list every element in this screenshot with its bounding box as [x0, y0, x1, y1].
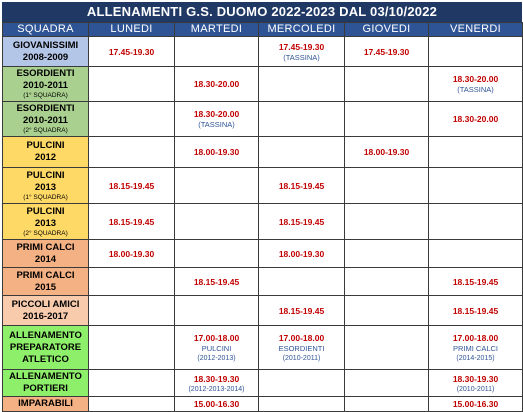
- session-cell: [345, 168, 429, 204]
- session-cell: [345, 370, 429, 397]
- session-cell: [345, 296, 429, 326]
- session-cell: [345, 37, 429, 67]
- team-name-line: PULCINI: [26, 169, 65, 181]
- session-note: PRIMI CALCI: [452, 344, 498, 353]
- schedule-row: [3, 268, 523, 296]
- team-squad-label: (2° SQUADRA): [23, 127, 68, 134]
- session-cell: [175, 296, 259, 326]
- session-time: 17.45-19.30: [108, 46, 155, 57]
- session-cell: [175, 137, 259, 168]
- session-note: (2012-2013-2014): [188, 385, 245, 393]
- team-name-line: ESORDIENTI: [16, 103, 75, 114]
- session-time: 18.30-19.30: [193, 373, 240, 384]
- session-cell: [429, 37, 523, 67]
- session-time: 18.15-19.45: [193, 276, 240, 287]
- session-cell: [175, 326, 259, 370]
- session-time: 18.30-20.00: [452, 74, 499, 84]
- team-cell: [3, 37, 89, 67]
- team-cell: [3, 370, 89, 397]
- header-giovedi: GIOVEDI: [345, 23, 429, 37]
- team-squad-label: (2° SQUADRA): [23, 229, 68, 237]
- schedule-row: [3, 37, 523, 67]
- session-cell: [89, 137, 175, 168]
- team-cell: [3, 204, 89, 240]
- session-cell: [175, 204, 259, 240]
- session-cell: [175, 102, 259, 137]
- session-cell: [259, 370, 345, 397]
- session-cell: [259, 137, 345, 168]
- session-cell: [89, 296, 175, 326]
- session-note: (2014-2015): [456, 355, 495, 362]
- session-cell: [175, 397, 259, 412]
- session-cell: [429, 204, 523, 240]
- team-cell: [3, 397, 89, 412]
- schedule-row: [3, 296, 523, 326]
- team-name-line: IMPARABILI: [18, 398, 73, 409]
- session-cell: [175, 370, 259, 397]
- session-cell: [89, 240, 175, 268]
- session-time: 17.45-19.30: [278, 41, 325, 52]
- session-note: (2012-2013): [197, 355, 236, 362]
- team-name-line: 2013: [34, 181, 57, 193]
- session-cell: [175, 168, 259, 204]
- session-note: (TASSINA): [198, 120, 235, 129]
- team-name-line: 2010-2011: [23, 80, 68, 91]
- session-time: 18.30-19.30: [452, 373, 499, 384]
- schedule-row: [3, 240, 523, 268]
- session-cell: [89, 67, 175, 102]
- header-mercoledi: MERCOLEDI: [259, 23, 345, 37]
- team-name-line: 2012: [34, 152, 57, 163]
- session-time: 18.30-20.00: [193, 109, 240, 119]
- session-cell: [429, 326, 523, 370]
- session-cell: [259, 296, 345, 326]
- session-note: (2010-2011): [456, 385, 495, 393]
- team-cell: [3, 102, 89, 137]
- team-cell: [3, 168, 89, 204]
- session-cell: [89, 168, 175, 204]
- session-note: PULCINI: [201, 344, 232, 353]
- session-cell: [89, 102, 175, 137]
- session-cell: [429, 370, 523, 397]
- session-cell: [429, 102, 523, 137]
- schedule-row: [3, 326, 523, 370]
- session-time: 18.15-19.45: [108, 180, 155, 191]
- session-cell: [345, 268, 429, 296]
- session-cell: [259, 204, 345, 240]
- schedule-table: [2, 22, 523, 412]
- schedule-title: ALLENAMENTI G.S. DUOMO 2022-2023 DAL 03/10/2022: [2, 2, 522, 22]
- schedule-row: [3, 168, 523, 204]
- header-lunedi: LUNEDI: [89, 23, 175, 37]
- session-cell: [89, 204, 175, 240]
- team-name-line: PREPARATORE: [9, 341, 82, 353]
- team-name-line: 2014: [34, 253, 57, 265]
- session-time: 18.00-19.30: [193, 147, 240, 157]
- session-cell: [345, 67, 429, 102]
- session-cell: [175, 268, 259, 296]
- session-cell: [345, 397, 429, 412]
- team-cell: [3, 326, 89, 370]
- team-name-line: ALLENAMENTO: [9, 371, 82, 382]
- session-time: 18.15-19.45: [278, 180, 325, 191]
- session-cell: [429, 67, 523, 102]
- team-squad-label: (1° SQUADRA): [23, 193, 68, 201]
- session-cell: [345, 137, 429, 168]
- session-time: 17.00-18.00: [278, 333, 325, 343]
- team-name-line: 2016-2017: [22, 310, 69, 322]
- session-cell: [429, 137, 523, 168]
- session-cell: [429, 268, 523, 296]
- team-name-line: 2008-2009: [22, 51, 69, 63]
- session-cell: [89, 397, 175, 412]
- session-cell: [429, 296, 523, 326]
- header-martedi: MARTEDI: [175, 23, 259, 37]
- session-cell: [175, 37, 259, 67]
- header-row: [3, 23, 523, 37]
- team-name-line: GIOVANISSIMI: [12, 39, 79, 51]
- team-name-line: 2010-2011: [23, 115, 68, 126]
- session-cell: [175, 240, 259, 268]
- session-time: 17.00-18.00: [452, 333, 499, 343]
- team-cell: [3, 240, 89, 268]
- team-squad-label: (1° SQUADRA): [23, 92, 68, 99]
- team-name-line: PICCOLI AMICI: [11, 298, 80, 310]
- team-name-line: ALLENAMENTO: [9, 329, 82, 341]
- header-squadra: SQUADRA: [3, 23, 89, 37]
- team-name-line: ESORDIENTI: [16, 68, 75, 79]
- session-cell: [259, 102, 345, 137]
- header-venerdi: VENERDI: [429, 23, 523, 37]
- session-cell: [345, 102, 429, 137]
- schedule-row: [3, 204, 523, 240]
- schedule-row: [3, 137, 523, 168]
- session-time: 17.00-18.00: [193, 333, 240, 343]
- session-cell: [89, 268, 175, 296]
- session-cell: [259, 268, 345, 296]
- team-cell: [3, 268, 89, 296]
- team-cell: [3, 67, 89, 102]
- session-time: 18.30-20.00: [193, 79, 240, 89]
- schedule-row: [3, 67, 523, 102]
- session-cell: [345, 326, 429, 370]
- session-cell: [429, 168, 523, 204]
- session-time: 17.45-19.30: [363, 46, 410, 57]
- session-cell: [429, 240, 523, 268]
- schedule-body: [3, 37, 523, 412]
- session-cell: [259, 67, 345, 102]
- session-time: 18.00-19.30: [278, 248, 325, 259]
- schedule-row: [3, 102, 523, 137]
- team-name-line: PRIMI CALCI: [16, 269, 75, 281]
- session-time: 18.00-19.30: [363, 147, 410, 157]
- session-cell: [345, 204, 429, 240]
- session-time: 18.15-19.45: [452, 276, 499, 287]
- session-cell: [89, 326, 175, 370]
- session-cell: [259, 326, 345, 370]
- session-time: 18.15-19.45: [278, 216, 325, 227]
- session-time: 18.00-19.30: [108, 248, 155, 259]
- session-note: (TASSINA): [457, 85, 494, 94]
- session-note: ESORDIENTI: [278, 344, 325, 353]
- schedule-row: [3, 370, 523, 397]
- session-time: 15.00-16.30: [452, 399, 499, 409]
- session-cell: [259, 37, 345, 67]
- session-cell: [259, 240, 345, 268]
- team-cell: [3, 296, 89, 326]
- session-cell: [429, 397, 523, 412]
- team-name-line: PULCINI: [26, 140, 65, 151]
- session-time: 18.15-19.45: [278, 305, 325, 316]
- team-name-line: 2015: [34, 281, 57, 293]
- session-note: (TASSINA): [283, 52, 320, 62]
- team-name-line: PORTIERI: [23, 383, 68, 394]
- session-cell: [89, 370, 175, 397]
- session-cell: [259, 168, 345, 204]
- session-cell: [345, 240, 429, 268]
- session-time: 15.00-16.30: [193, 399, 240, 409]
- session-time: 18.15-19.45: [452, 305, 499, 316]
- team-cell: [3, 137, 89, 168]
- session-time: 18.30-20.00: [452, 114, 499, 124]
- session-note: (2010-2011): [282, 355, 321, 362]
- session-cell: [89, 37, 175, 67]
- team-name-line: PRIMI CALCI: [16, 241, 75, 253]
- team-name-line: 2013: [34, 217, 57, 229]
- session-cell: [259, 397, 345, 412]
- team-name-line: ATLETICO: [22, 353, 69, 365]
- session-cell: [175, 67, 259, 102]
- team-name-line: PULCINI: [26, 205, 65, 217]
- schedule-row: [3, 397, 523, 412]
- session-time: 18.15-19.45: [108, 216, 155, 227]
